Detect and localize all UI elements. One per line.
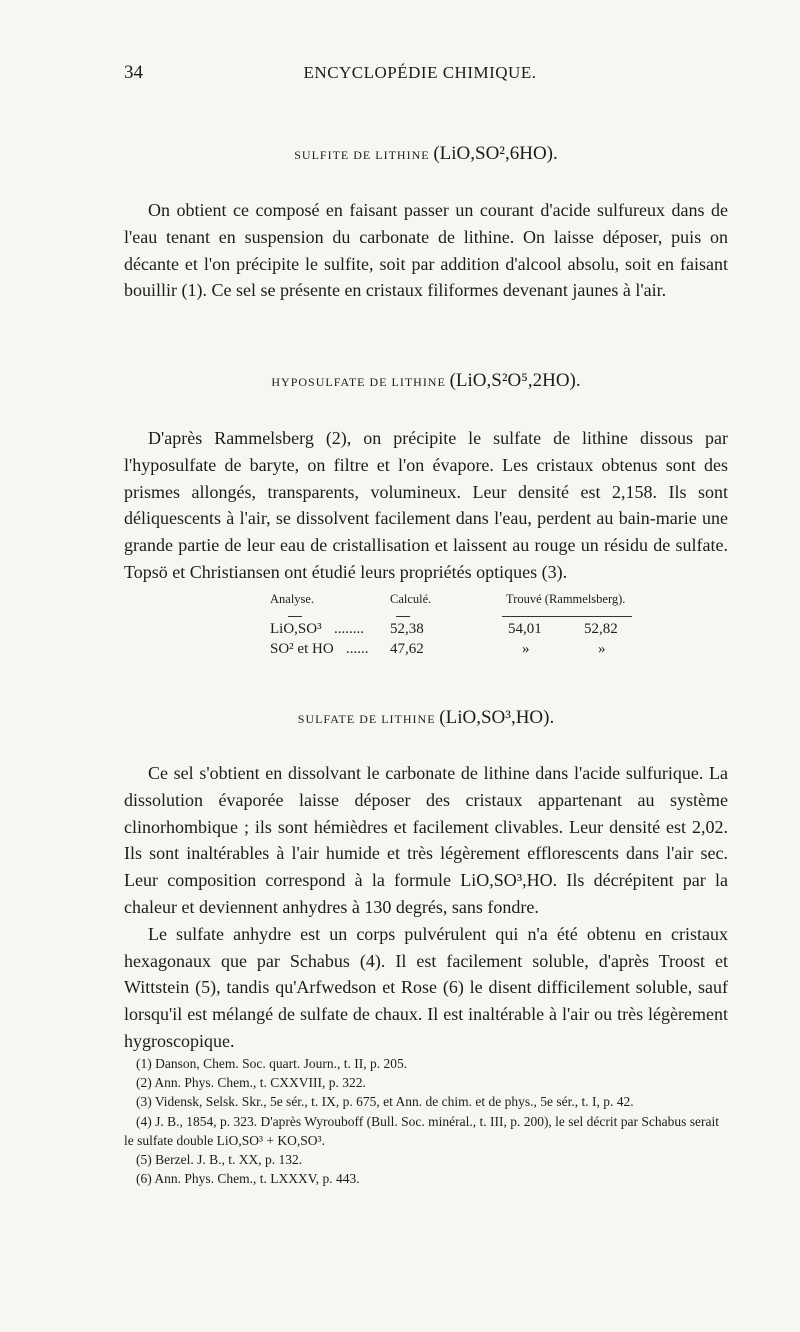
calculated-value: 52,38: [390, 621, 424, 637]
footnotes: [124, 1054, 728, 1188]
found-value: 52,82: [584, 621, 618, 637]
row-label: LiO,SO³: [270, 621, 322, 637]
section-body-hyposulfate: [124, 425, 728, 586]
footnote: (6) Ann. Phys. Chem., t. LXXXV, p. 443.: [136, 1171, 360, 1187]
row-label: SO² et HO: [270, 641, 334, 657]
analysis-header: Analyse.: [270, 592, 315, 606]
footnote: (3) Vidensk, Selsk. Skr., 5e sér., t. IX, p. 675, et Ann. de chim. et de phys., 5e sér., t. I, p. 42.: [136, 1094, 634, 1110]
page-number: 34: [124, 62, 143, 83]
section-heading-hyposulfate: [124, 370, 728, 392]
section-formula: (LiO,SO³,HO).: [439, 707, 555, 728]
table-row: [124, 621, 728, 641]
paragraph: On obtient ce composé en faisant passer un courant d'acide sulfureux dans de l'eau tenant en suspension du carbonate de lithine. On laisse déposer, puis on décante et l'on précipite le sulfite, soit par addition d'alcool absolu, soit en faisant bouillir (1). Ce sel se présente en cristaux filiformes devenant jaunes à l'air.: [124, 200, 728, 301]
footnote: (1) Danson, Chem. Soc. quart. Journ., t. II, p. 205.: [136, 1056, 408, 1071]
paragraph: Ce sel s'obtient en dissolvant le carbonate de lithine dans l'acide sulfurique. La dissolution évaporée laisse déposer des cristaux appartenant au système clinorhombique ; ils sont hémièdres et facilement clivables. Leur densité est 2,02. Ils sont inaltérables à l'air humide et très légèrement efflorescents dans l'air sec. Leur composition correspond à la formule LiO,SO³,HO. Ils décrépitent par la chaleur et deviennent anhydres à 130 degrés, sans fondre.: [124, 763, 728, 917]
row-leader: ........: [334, 621, 364, 637]
analysis-table: [124, 592, 728, 664]
section-body-sulfate: [124, 760, 728, 1055]
found-header: Trouvé (Rammelsberg).: [506, 592, 626, 606]
found-value: »: [598, 641, 606, 657]
row-leader: ......: [346, 641, 369, 657]
calculated-value: 47,62: [390, 641, 424, 657]
footnote: (2) Ann. Phys. Chem., t. CXXVIII, p. 322.: [136, 1075, 366, 1091]
section-title: SULFATE DE LITHINE: [297, 712, 436, 726]
paragraph: Le sulfate anhydre est un corps pulvérulent qui n'a été obtenu en cristaux hexagonaux que par Schabus (4). Il est facilement soluble, d'après Troost et Wittstein (5), tandis qu'Arfwedson et Rose (6) le disent difficilement soluble, sauf lorsqu'il est mélangé de sulfate de chaux. Il est inaltérable à l'air ou très légèrement hygroscopique.: [124, 923, 728, 1051]
column-rule: [396, 616, 410, 617]
section-title: HYPOSULFATE DE LITHINE: [271, 375, 446, 389]
running-head: [124, 62, 716, 88]
found-value: »: [522, 641, 530, 657]
section-body-sulfite: [124, 197, 728, 304]
found-value: 54,01: [508, 621, 542, 637]
column-rule: [288, 616, 302, 617]
calculated-header: Calculé.: [390, 592, 432, 606]
column-rule: [502, 616, 632, 617]
running-title: ENCYCLOPÉDIE CHIMIQUE.: [303, 63, 537, 82]
section-heading-sulfite: [124, 143, 728, 165]
section-title: SULFITE DE LITHINE: [294, 148, 430, 162]
footnote: (4) J. B., 1854, p. 323. D'après Wyrouboff (Bull. Soc. minéral., t. III, p. 200), le sel décrit par Schabus serait le sulfate double LiO,SO³ + KO,SO³.: [124, 1113, 719, 1148]
paragraph: D'après Rammelsberg (2), on précipite le sulfate de lithine dissous par l'hyposulfate de baryte, on filtre et l'on évapore. Les cristaux obtenus sont des prismes allongés, transparents, volumineux. Leur densité est 2,158. Ils sont déliquescents à l'air, se dissolvent facilement dans l'eau, perdent au bain-marie une grande partie de leur eau de cristallisation et laissent au rouge un résidu de sulfate. Topsö et Christiansen ont étudié leurs propriétés optiques (3).: [124, 428, 728, 582]
table-row: [124, 641, 728, 661]
section-formula: (LiO,SO²,6HO).: [433, 143, 558, 164]
section-heading-sulfate: [124, 707, 728, 729]
section-formula: (LiO,S²O⁵,2HO).: [449, 370, 581, 391]
footnote: (5) Berzel. J. B., t. XX, p. 132.: [136, 1152, 303, 1168]
